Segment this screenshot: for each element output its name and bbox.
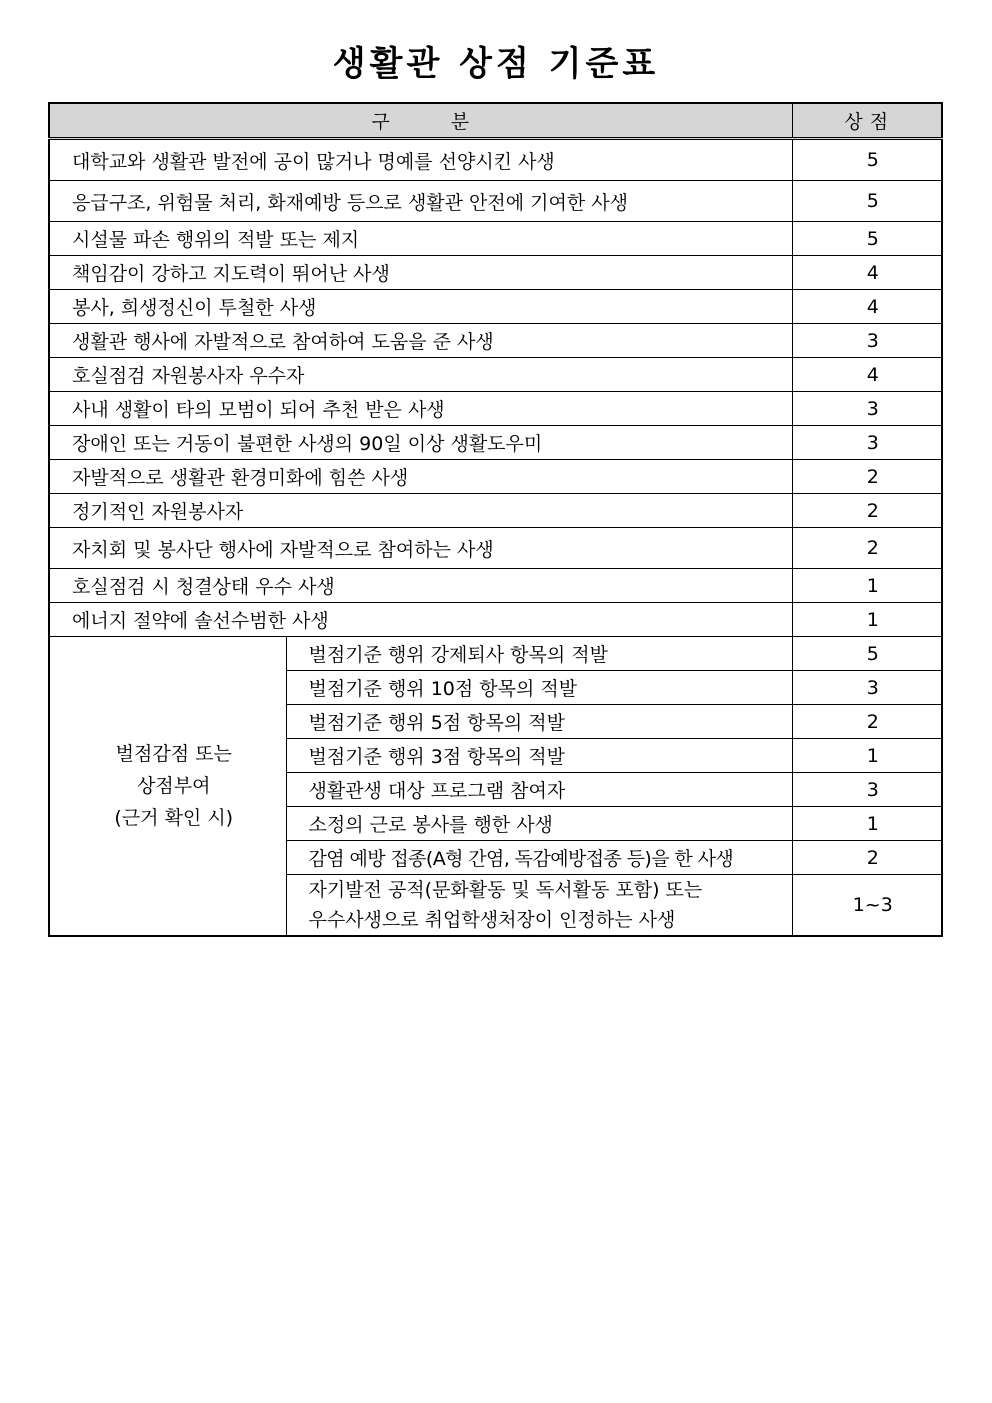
table-row bbox=[49, 324, 942, 358]
group-label-line: 상점부여 bbox=[137, 775, 211, 797]
row-label: 정기적인 자원봉사자 bbox=[49, 494, 792, 528]
row-points: 4 bbox=[792, 358, 942, 392]
row-points: 2 bbox=[792, 460, 942, 494]
row-label: 생활관 행사에 자발적으로 참여하여 도움을 준 사생 bbox=[49, 324, 792, 358]
row-points: 2 bbox=[792, 494, 942, 528]
row-label: 봉사, 희생정신이 투철한 사생 bbox=[49, 290, 792, 324]
row-label: 호실점검 자원봉사자 우수자 bbox=[49, 358, 792, 392]
header-points-char-1: 상 bbox=[844, 111, 864, 133]
row-label: 책임감이 강하고 지도력이 뛰어난 사생 bbox=[49, 256, 792, 290]
row-points: 1 bbox=[792, 603, 942, 637]
header-category bbox=[49, 103, 792, 139]
table-row bbox=[49, 392, 942, 426]
group-item-points: 1 bbox=[792, 739, 942, 773]
row-points: 5 bbox=[792, 139, 942, 181]
table-row bbox=[49, 290, 942, 324]
row-label: 장애인 또는 거동이 불편한 사생의 90일 이상 생활도우미 bbox=[49, 426, 792, 460]
group-item-label: 감염 예방 접종(A형 간염, 독감예방접종 등)을 한 사생 bbox=[286, 841, 792, 875]
group-item-label: 벌점기준 행위 10점 항목의 적발 bbox=[286, 671, 792, 705]
header-points-char-2: 점 bbox=[869, 111, 890, 133]
group-label-line: 벌점감점 또는 bbox=[115, 743, 232, 765]
row-label: 대학교와 생활관 발전에 공이 많거나 명예를 선양시킨 사생 bbox=[49, 139, 792, 181]
row-label: 에너지 절약에 솔선수범한 사생 bbox=[49, 603, 792, 637]
table-row bbox=[49, 603, 942, 637]
group-item-label: 벌점기준 행위 강제퇴사 항목의 적발 bbox=[286, 637, 792, 671]
group-item-label-line: 우수사생으로 취업학생처장이 인정하는 사생 bbox=[308, 909, 676, 931]
table-row bbox=[49, 256, 942, 290]
header-category-char-1: 구 bbox=[371, 111, 391, 133]
row-label: 사내 생활이 타의 모범이 되어 추천 받은 사생 bbox=[49, 392, 792, 426]
row-points: 5 bbox=[792, 181, 942, 222]
group-item-points: 5 bbox=[792, 637, 942, 671]
row-points: 4 bbox=[792, 290, 942, 324]
row-points: 2 bbox=[792, 528, 942, 569]
row-label: 호실점검 시 청결상태 우수 사생 bbox=[49, 569, 792, 603]
group-item-label-line: 자기발전 공적(문화활동 및 독서활동 포함) 또는 bbox=[308, 879, 703, 901]
table-row bbox=[49, 358, 942, 392]
table-row bbox=[49, 494, 942, 528]
row-label: 응급구조, 위험물 처리, 화재예방 등으로 생활관 안전에 기여한 사생 bbox=[49, 181, 792, 222]
row-points: 5 bbox=[792, 222, 942, 256]
row-points: 1 bbox=[792, 569, 942, 603]
group-item-label: 소정의 근로 봉사를 행한 사생 bbox=[286, 807, 792, 841]
page-title: 생활관 상점 기준표 bbox=[332, 44, 660, 84]
table-row bbox=[49, 426, 942, 460]
table-row bbox=[49, 569, 942, 603]
table-row bbox=[49, 222, 942, 256]
merit-criteria-table bbox=[48, 102, 943, 937]
table-row bbox=[49, 637, 942, 671]
table-row bbox=[49, 139, 942, 181]
group-item-points: 2 bbox=[792, 705, 942, 739]
row-points: 3 bbox=[792, 324, 942, 358]
row-label: 시설물 파손 행위의 적발 또는 제지 bbox=[49, 222, 792, 256]
group-item-label: 생활관생 대상 프로그램 참여자 bbox=[286, 773, 792, 807]
group-label bbox=[49, 637, 286, 937]
header-category-char-2: 분 bbox=[450, 111, 471, 133]
group-label-line: (근거 확인 시) bbox=[114, 807, 234, 829]
row-points: 3 bbox=[792, 392, 942, 426]
table-row bbox=[49, 181, 942, 222]
group-item-label bbox=[286, 875, 792, 937]
table-header-row bbox=[49, 103, 942, 139]
group-item-points: 3 bbox=[792, 773, 942, 807]
row-label: 자치회 및 봉사단 행사에 자발적으로 참여하는 사생 bbox=[49, 528, 792, 569]
table-row bbox=[49, 528, 942, 569]
row-label: 자발적으로 생활관 환경미화에 힘쓴 사생 bbox=[49, 460, 792, 494]
group-item-points: 1~3 bbox=[792, 875, 942, 937]
row-points: 4 bbox=[792, 256, 942, 290]
header-points bbox=[792, 103, 942, 139]
group-item-points: 2 bbox=[792, 841, 942, 875]
group-item-points: 3 bbox=[792, 671, 942, 705]
group-item-points: 1 bbox=[792, 807, 942, 841]
group-item-label: 벌점기준 행위 3점 항목의 적발 bbox=[286, 739, 792, 773]
table-row bbox=[49, 460, 942, 494]
group-item-label: 벌점기준 행위 5점 항목의 적발 bbox=[286, 705, 792, 739]
row-points: 3 bbox=[792, 426, 942, 460]
